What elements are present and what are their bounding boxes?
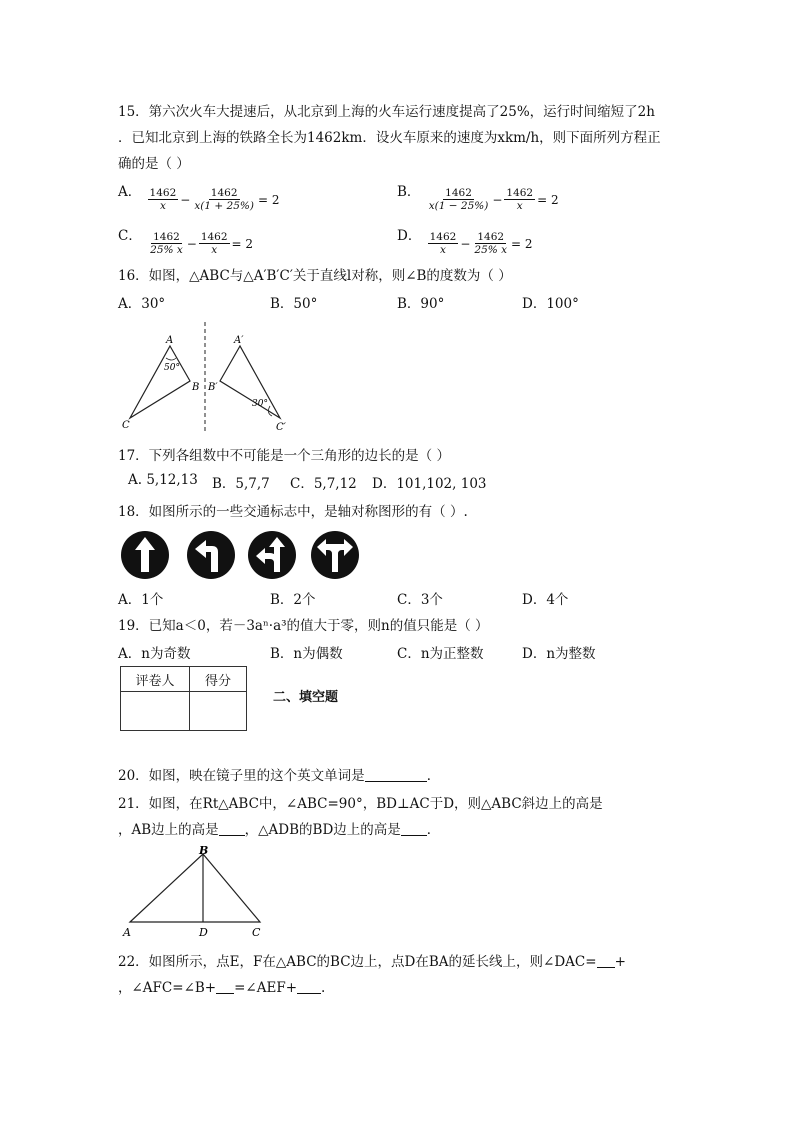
q20-line: 20．如图，映在镜子里的这个英文单词是 ． bbox=[118, 768, 441, 784]
q18-option-d[interactable]: D．4个 bbox=[522, 592, 569, 608]
q21-stem-line2: ，AB边上的高是 ，△ADB的BD边上的高是 ． bbox=[118, 822, 441, 838]
label-c: C bbox=[122, 420, 130, 431]
q17-option-d[interactable]: D．101,102, 103 bbox=[372, 476, 487, 492]
q22-stem-line1: 22．如图所示，点E，F在△ABC的BC边上，点D在BA的延长线上，则∠DAC= + bbox=[118, 954, 626, 970]
q15-option-d[interactable]: D． $\frac{1462}{x}$ − $\frac{1462}{25\% x}$ = 2 bbox=[397, 228, 533, 256]
q16-option-a[interactable]: A．30° bbox=[118, 296, 166, 312]
q22-blank-3[interactable] bbox=[297, 981, 321, 994]
triangle-abc-right bbox=[130, 854, 260, 922]
q20-stem: 20．如图，映在镜子里的这个英文单词是 bbox=[118, 768, 365, 784]
score-table-grader-cell[interactable] bbox=[121, 692, 190, 731]
q15-stem-line3: 确的是（ ） bbox=[118, 156, 190, 172]
q19-option-d[interactable]: D．n为整数 bbox=[522, 646, 596, 662]
score-table-header-grader: 评卷人 bbox=[121, 667, 190, 692]
q18-option-b[interactable]: B．2个 bbox=[270, 592, 316, 608]
q21-stem-line1: 21．如图，在Rt△ABC中，∠ABC=90°，BD⊥AC于D，则△ABC斜边上的高是 bbox=[118, 796, 603, 812]
score-table-header-score: 得分 bbox=[190, 667, 247, 692]
triangle-a2b2c2 bbox=[220, 346, 280, 418]
label-b: B bbox=[199, 844, 209, 857]
q15-option-a[interactable]: A． $\frac{1462}{x}$ − $\frac{1462}{x(1 + 25\%)}$ = 2 bbox=[118, 184, 280, 212]
q21-blank-2[interactable] bbox=[401, 823, 427, 836]
q15-option-b[interactable]: B． $\frac{1462}{x(1 - 25\%)}$ − $\frac{1462}{x}$ = 2 bbox=[397, 184, 559, 212]
label-b-prime: B′ bbox=[208, 382, 218, 393]
q15-option-c[interactable]: C． $\frac{1462}{25\% x}$ − $\frac{1462}{x}$ = 2 bbox=[118, 228, 254, 256]
section-title-fill-in: 二、填空题 bbox=[273, 690, 339, 705]
label-a: A bbox=[123, 926, 131, 939]
q20-answer-blank[interactable] bbox=[365, 769, 427, 782]
triangle-abc bbox=[130, 346, 190, 418]
q15-stem-line2: ．已知北京到上海的铁路全长为1462km．设火车原来的速度为xkm/h，则下面所列方程正 bbox=[118, 130, 661, 146]
q17-stem: 17．下列各组数中不可能是一个三角形的边长的是（ ） bbox=[118, 448, 450, 464]
q19-option-c[interactable]: C．n为正整数 bbox=[397, 646, 484, 662]
q22-blank-1[interactable] bbox=[597, 955, 615, 968]
label-c: C bbox=[252, 926, 261, 939]
label-d: D bbox=[199, 926, 208, 939]
q18-stem: 18．如图所示的一些交通标志中，是轴对称图形的有（ ）. bbox=[118, 504, 468, 520]
label-b: B bbox=[192, 382, 200, 393]
q16-option-c[interactable]: B．90° bbox=[397, 296, 445, 312]
q21-triangle-figure bbox=[118, 842, 278, 942]
label-c-prime: C′ bbox=[276, 422, 286, 433]
q17-option-c[interactable]: C．5,7,12 bbox=[290, 476, 357, 492]
straight-arrow-sign-icon bbox=[120, 530, 170, 580]
q16-option-d[interactable]: D．100° bbox=[522, 296, 579, 312]
score-table-score-cell[interactable] bbox=[190, 692, 247, 731]
q22-stem-line2: ，∠AFC=∠B+ =∠AEF+ . bbox=[118, 980, 326, 996]
angle-label-30: 30° bbox=[252, 399, 268, 409]
label-a-prime: A′ bbox=[234, 335, 244, 346]
label-a: A bbox=[166, 335, 174, 346]
q16-triangle-figure bbox=[110, 318, 300, 434]
q18-option-c[interactable]: C．3个 bbox=[397, 592, 443, 608]
straight-or-left-sign-icon bbox=[247, 530, 297, 580]
left-turn-sign-icon bbox=[186, 530, 236, 580]
q22-blank-2[interactable] bbox=[216, 981, 234, 994]
q18-option-a[interactable]: A．1个 bbox=[118, 592, 164, 608]
q17-option-a[interactable]: A. 5,12,13 bbox=[128, 472, 198, 488]
q19-stem: 19．已知a＜0，若－3aⁿ·a³的值大于零，则n的值只能是（ ） bbox=[118, 618, 489, 634]
score-table bbox=[120, 666, 247, 731]
q19-option-b[interactable]: B．n为偶数 bbox=[270, 646, 343, 662]
q17-option-b[interactable]: B．5,7,7 bbox=[212, 476, 270, 492]
q16-option-b[interactable]: B．50° bbox=[270, 296, 318, 312]
q19-option-a[interactable]: A．n为奇数 bbox=[118, 646, 191, 662]
q16-stem: 16．如图，△ABC与△A′B′C′关于直线l对称，则∠B的度数为（ ） bbox=[118, 268, 512, 284]
left-or-right-sign-icon bbox=[310, 530, 360, 580]
q15-stem-line1: 15．第六次火车大提速后，从北京到上海的火车运行速度提高了25%，运行时间缩短了2h bbox=[118, 104, 655, 120]
angle-label-50: 50° bbox=[164, 363, 180, 373]
q21-blank-1[interactable] bbox=[219, 823, 245, 836]
